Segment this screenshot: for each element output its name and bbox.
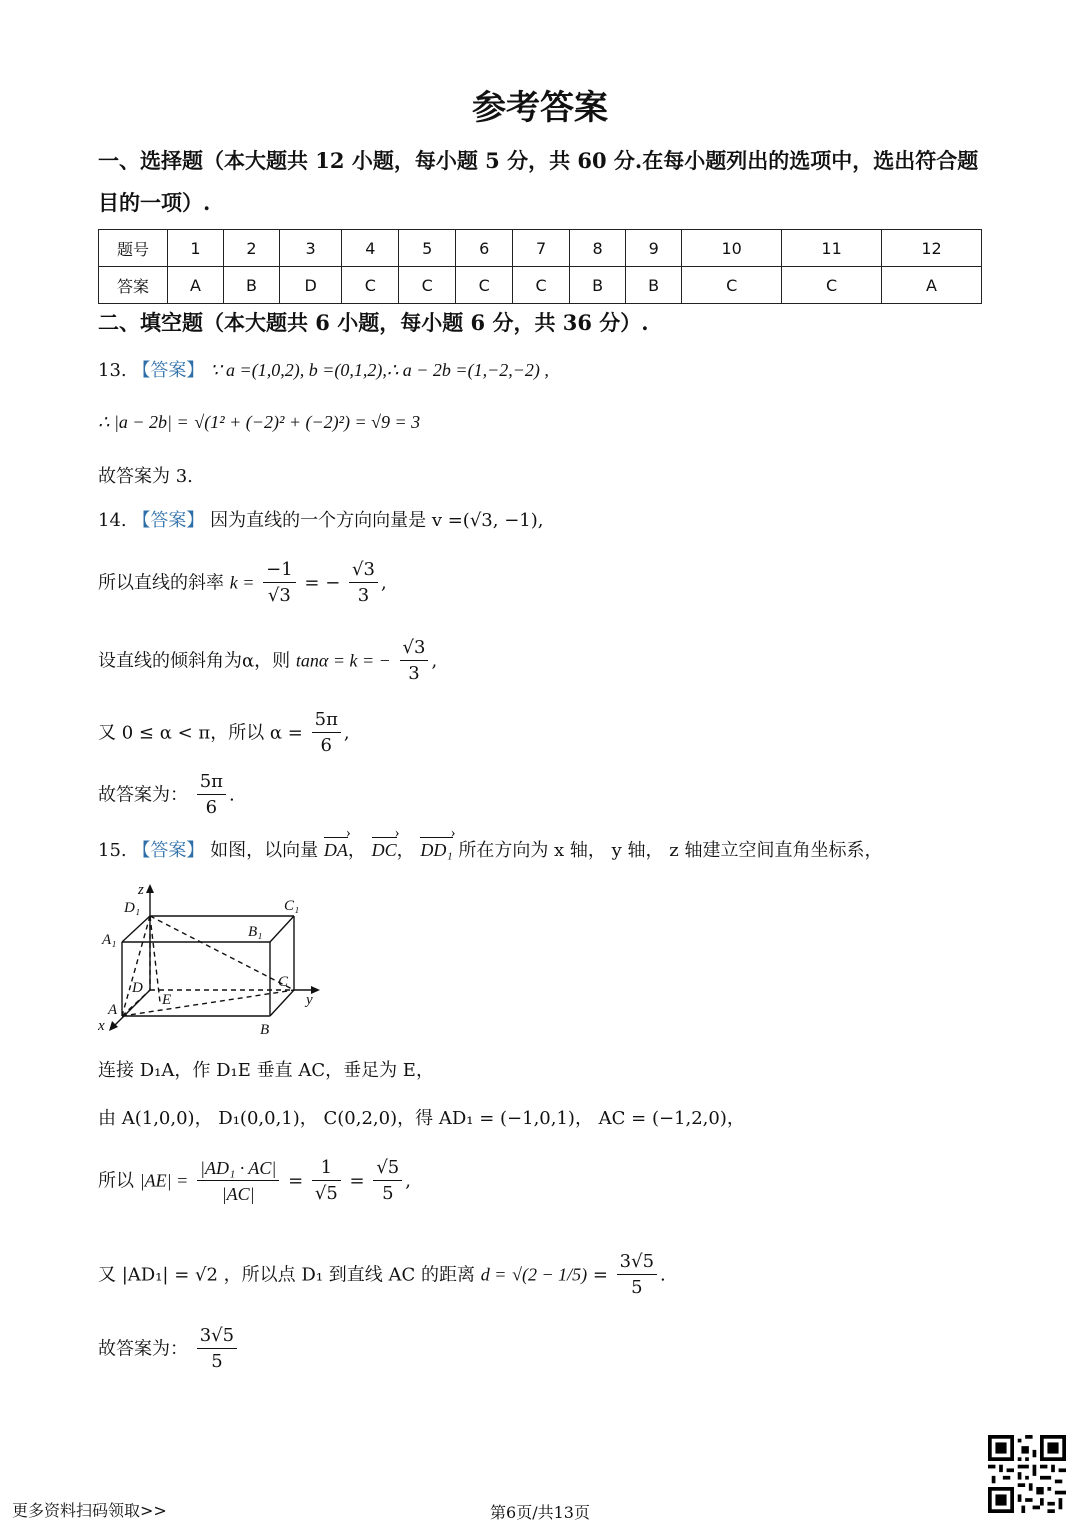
label-e: E [162, 992, 172, 1008]
q14-number: 14. [98, 510, 127, 531]
q15-conclusion: 故答案为： [98, 1338, 188, 1360]
cuboid-figure [98, 880, 328, 1040]
fraction: $\frac{5\pi}{6}$ [312, 708, 341, 759]
section2-heading: 二、填空题（本大题共 6 小题，每小题 6 分，共 36 分）. [98, 310, 649, 335]
table-cell: 9 [626, 230, 682, 267]
section1-line1: 一、选择题（本大题共 12 小题，每小题 5 分，共 60 分.在每小题列出的选项中，选出符合题 [98, 148, 979, 173]
label-x: x [98, 1018, 105, 1034]
fraction: $\frac{5\pi}{6}$ [197, 770, 226, 821]
table-row-numbers [99, 230, 982, 267]
label-y: y [306, 992, 313, 1008]
q14-angle-text: 设直线的倾斜角为α，则 [98, 650, 291, 672]
table-cell: 6 [456, 230, 513, 267]
q13-magnitude-rhs: √(1² + (−2)² + (−2)²) = √9 = 3 [194, 412, 421, 432]
q14-eq: = − [304, 572, 341, 594]
q14-conclusion: 故答案为： [98, 784, 188, 806]
table-cell: 3 [279, 230, 341, 267]
table-cell: 10 [682, 230, 782, 267]
table-cell: C [456, 267, 513, 304]
fraction: $\frac{\text{|AD₁ · AC|}}{|AC|}$ [197, 1156, 279, 1207]
q14-line5: 故答案为： $\frac{5\pi}{6}$ . [98, 770, 235, 821]
table-cell: C [782, 267, 882, 304]
fraction: $\frac{√5}{5}$ [373, 1156, 402, 1207]
table-cell: 1 [168, 230, 224, 267]
q15-d: d = [480, 1264, 507, 1285]
label-c: C [278, 974, 289, 990]
section1-line2: 目的一项）. [98, 190, 211, 215]
q13-magnitude-lhs: ∴ |a − 2b| = [98, 412, 189, 432]
q14-line1 [98, 506, 543, 532]
label-z: z [138, 882, 144, 898]
table-cell: 8 [570, 230, 626, 267]
fraction: $\frac{1}{√5}$ [312, 1156, 341, 1207]
page-title: 参考答案 [472, 88, 608, 128]
answer-table [98, 229, 982, 304]
q14-line4: 又 0 ≤ α < π，所以 α = $\frac{5\pi}{6}$ , [98, 708, 350, 759]
q15-intro: 如图，以向量 [210, 840, 319, 861]
table-cell: A [168, 267, 224, 304]
q15-line1: 15. 【答案】 如图，以向量 DA ›， DC ›， DD₁ › 所在方向为 x 轴， y 轴， z 轴建立空间直角坐标系， [98, 836, 882, 862]
vector-da: DA › [324, 840, 348, 861]
label-c1: C₁ [284, 898, 300, 914]
q15-distance-text: 又 |AD₁| = √2 ，所以点 D₁ 到直线 AC 的距离 [98, 1264, 475, 1286]
q15-line5: 又 |AD₁| = √2 ，所以点 D₁ 到直线 AC 的距离 d = √(2 − 1/5) = $\frac{3√5}{5}$ . [98, 1250, 666, 1301]
q15-line6 [98, 1324, 240, 1375]
q13-conclusion: 故答案为 3. [98, 466, 193, 487]
fraction: $\frac{√3}{3}$ [400, 636, 429, 687]
q14-slope-text: 所以直线的斜率 [98, 572, 224, 594]
table-cell: C [682, 267, 782, 304]
q13-line2 [98, 412, 420, 433]
footer-promo-link[interactable]: 更多资料扫码领取>> [12, 1501, 167, 1520]
table-row-answers [99, 267, 982, 304]
fraction: $\frac{3√5}{5}$ [617, 1250, 657, 1301]
table-cell: 4 [342, 230, 399, 267]
q14-k: k = [229, 572, 255, 593]
vector-dc: DC › [372, 840, 397, 861]
table-header-label: 题号 [99, 230, 168, 267]
label-d: D [132, 980, 143, 996]
answer-tag: 【答案】 [132, 510, 205, 531]
label-b1: B₁ [248, 924, 263, 940]
q15-line4: 所以 |AE| = $\frac{\text{|AD₁ · AC|}}{|AC|}$ = $\frac{1}{√5}$ = $\frac{√5}{5}$ , [98, 1156, 411, 1207]
label-a1: A₁ [102, 932, 117, 948]
q15-root: √(2 − 1/5) [512, 1264, 588, 1285]
table-cell: 2 [223, 230, 279, 267]
q15-line2: 连接 D₁A，作 D₁E 垂直 AC，垂足为 E， [98, 1060, 434, 1081]
q15-ae-lhs: |AE| = [139, 1170, 189, 1191]
label-d1: D₁ [124, 900, 141, 916]
table-cell: B [626, 267, 682, 304]
table-cell: B [570, 267, 626, 304]
q13-given: ∵ a =(1,0,2), b =(0,1,2),∴ a − 2b =(1,−2,−2) , [210, 360, 549, 380]
q15-number: 15. [98, 840, 127, 861]
q15-ae-text: 所以 [98, 1170, 134, 1192]
q13-number: 13. [98, 360, 127, 381]
q15-line3: 由 A(1,0,0)， D₁(0,0,1)， C(0,2,0)，得 AD₁ = (−1,0,1)， AC = (−1,2,0)， [98, 1108, 745, 1129]
q14-direction-vector: 因为直线的一个方向向量是 v =(√3, −1), [210, 510, 544, 531]
vector-dd1: DD₁ › [420, 840, 452, 861]
table-answer-label: 答案 [99, 267, 168, 304]
table-cell: C [513, 267, 570, 304]
q14-range-text: 又 0 ≤ α < π，所以 α = [98, 722, 303, 744]
table-cell: 12 [882, 230, 982, 267]
table-cell: 11 [782, 230, 882, 267]
page-number: 第6页/共13页 [490, 1503, 590, 1522]
table-cell: 5 [399, 230, 456, 267]
q15-axes-text: 所在方向为 x 轴， y 轴， z 轴建立空间直角坐标系， [458, 840, 883, 861]
section1-heading [98, 140, 988, 224]
q14-tan: tanα = k = − [295, 650, 391, 671]
fraction: $\frac{3√5}{5}$ [197, 1324, 237, 1375]
table-cell: D [279, 267, 341, 304]
label-a: A [108, 1002, 118, 1018]
q14-line2: 所以直线的斜率 k = $\frac{-1}{√3}$ = − $\frac{√3}{3}$ , [98, 558, 387, 609]
q13-line1 [98, 356, 549, 382]
fraction: $\frac{-1}{√3}$ [263, 558, 296, 609]
table-cell: B [223, 267, 279, 304]
table-cell: C [399, 267, 456, 304]
table-cell: A [882, 267, 982, 304]
q14-line3: 设直线的倾斜角为α，则 tanα = k = − $\frac{√3}{3}$ , [98, 636, 437, 687]
answer-tag: 【答案】 [132, 840, 205, 861]
answer-tag: 【答案】 [132, 360, 205, 381]
table-cell: 7 [513, 230, 570, 267]
table-cell: C [342, 267, 399, 304]
fraction: $\frac{√3}{3}$ [349, 558, 378, 609]
label-b: B [260, 1022, 270, 1038]
